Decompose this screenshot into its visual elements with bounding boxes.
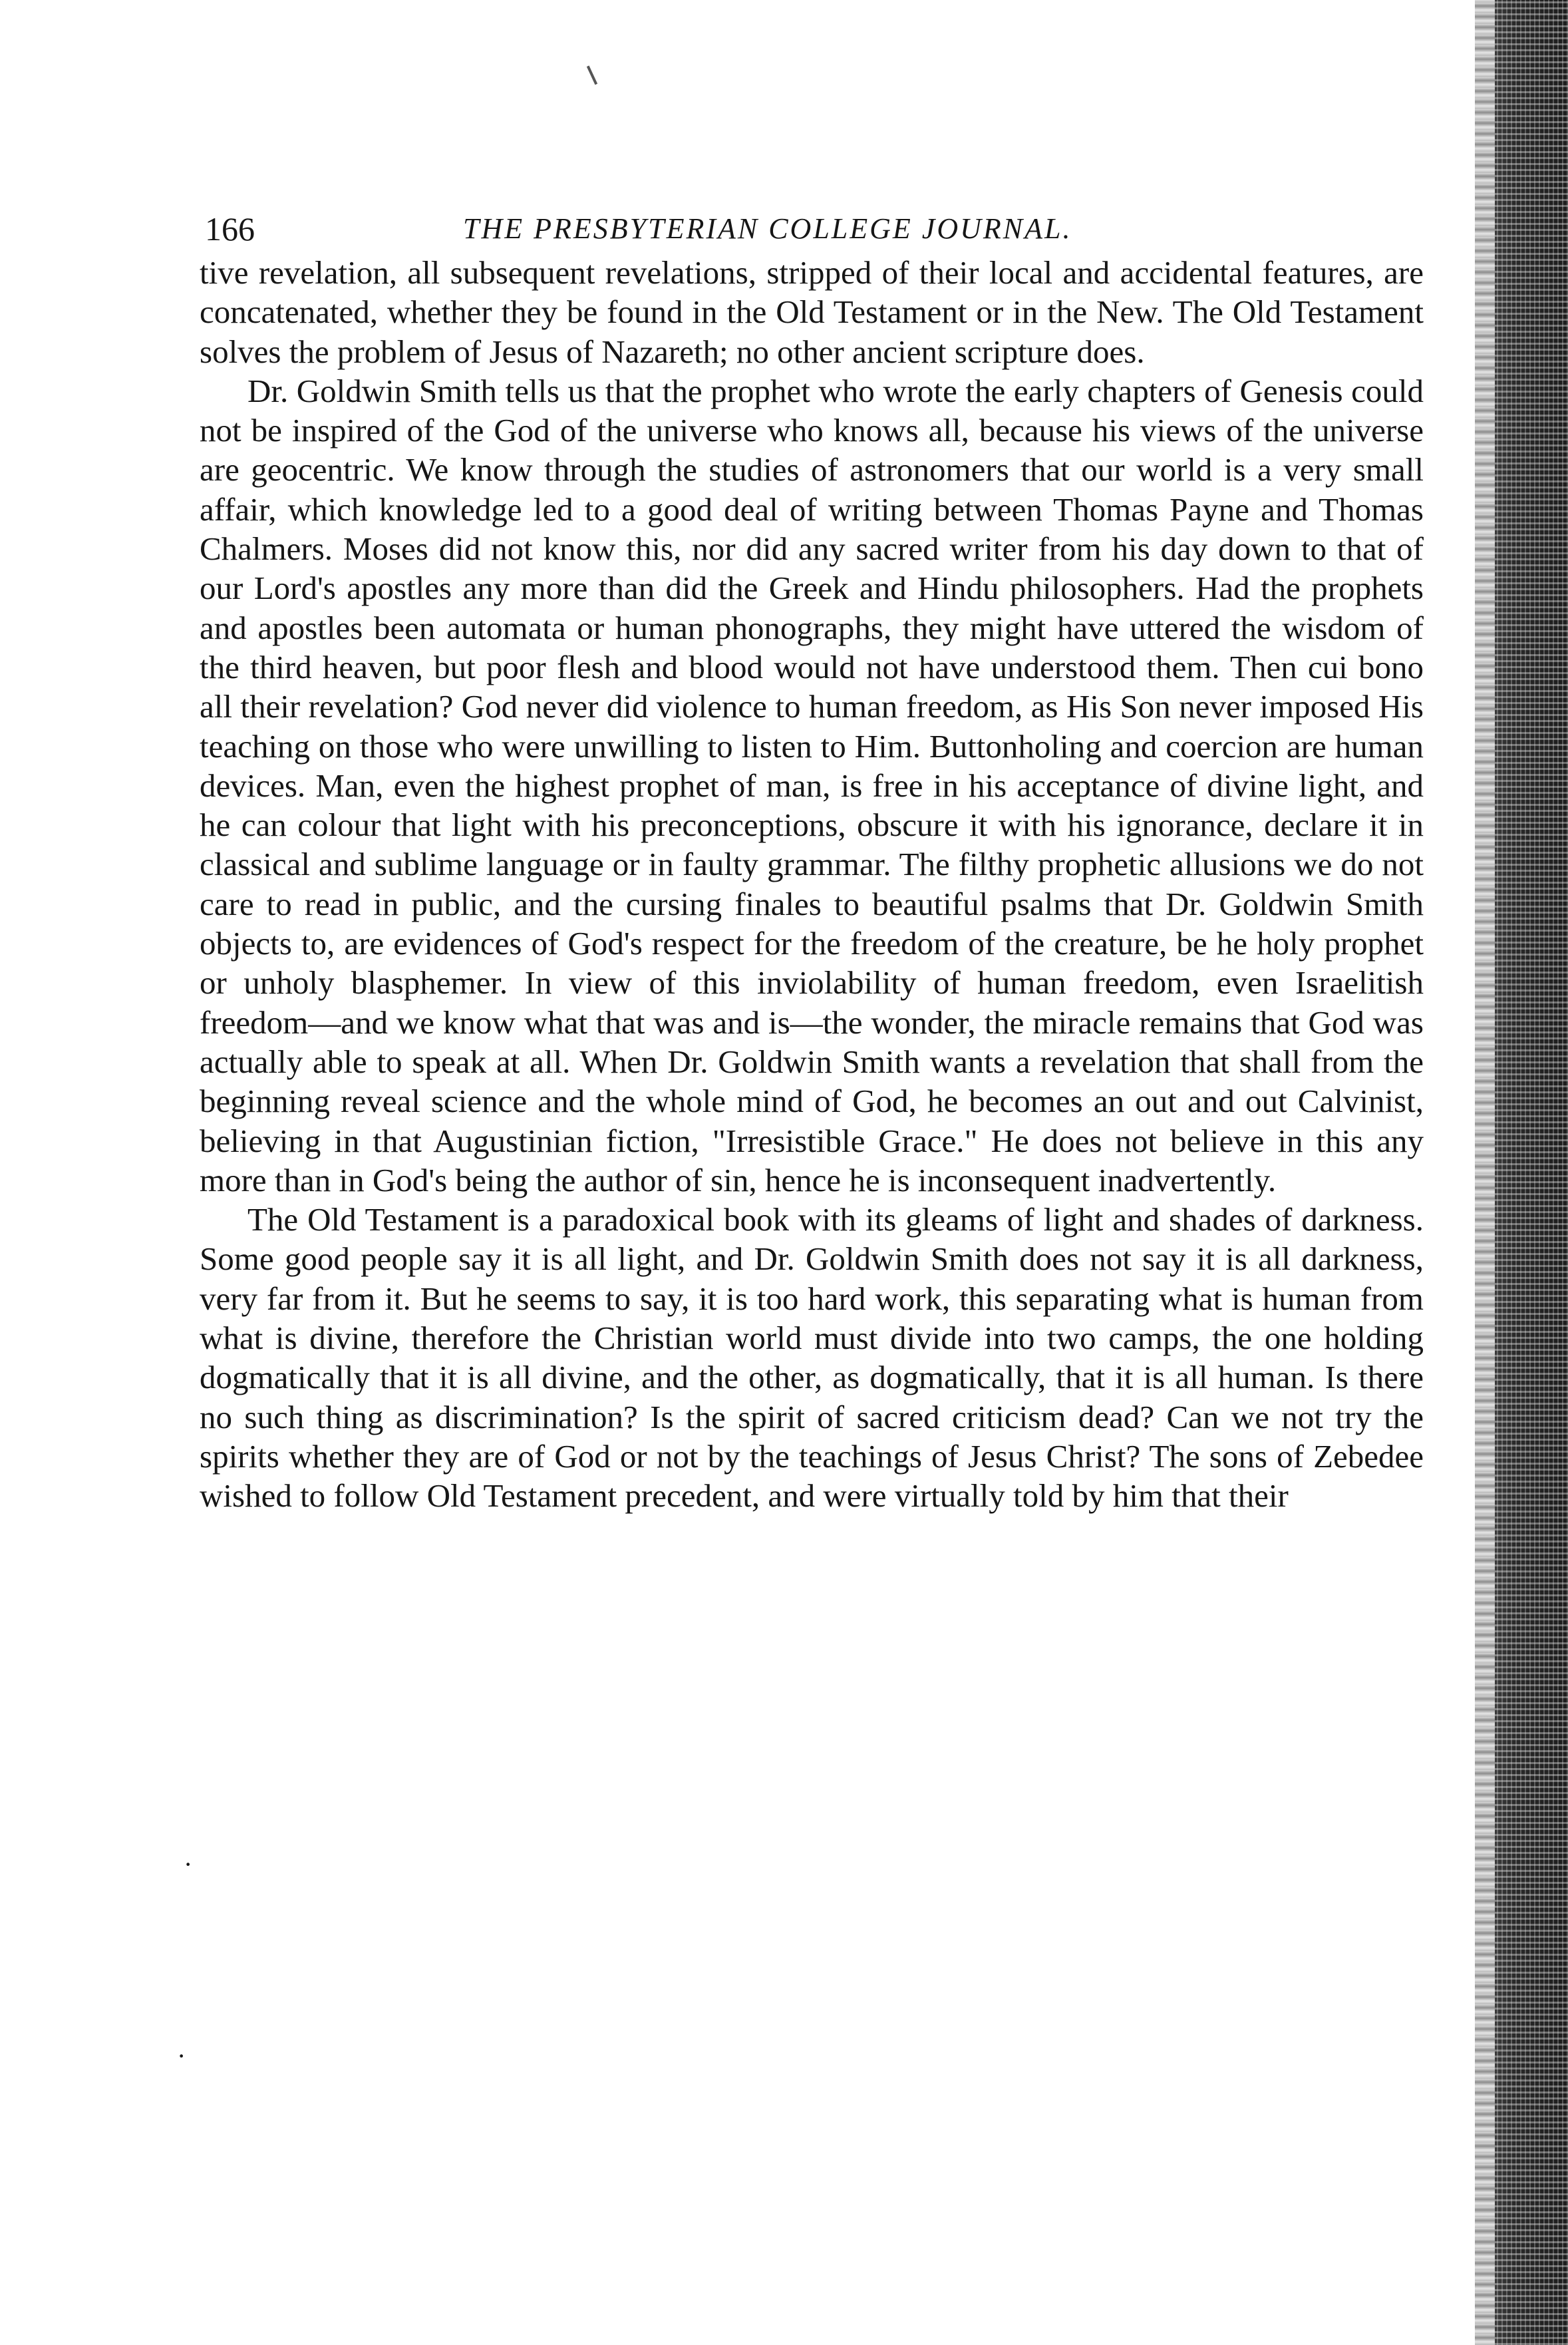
page-number: 166 [205,210,255,248]
running-head: THE PRESBYTERIAN COLLEGE JOURNAL. [463,212,1072,245]
paragraph-2: Dr. Goldwin Smith tells us that the prophet who wrote the early chapters of Genesis could not be inspired of the God of the universe who knows all, because his views of the universe are geocentric. We know through the studies of astronomers that our world is a very small affair, which knowledge led to a good deal of writing between Thomas Payne and Thomas Chalmers. Moses did not know this, nor did any sacred writer from his day down to that of our Lord's apostles any more than did the Greek and Hindu philosophers. Had the prophets and apostles been automata or human phonographs, they might have uttered the wisdom of the third heaven, but poor flesh and blood would not have understood them. Then cui bono all their revelation? God never did violence to human freedom, as His Son never imposed His teaching on those who were unwilling to listen to Him. Buttonholing and coercion are human devices. Man, even the highest prophet of man, is free in his acceptance of divine light, and he can colour that light with his preconceptions, obscure it with his ignorance, declare it in classical and sublime language or in faulty grammar. The filthy prophetic allusions we do not care to read in public, and the cursing finales to beautiful psalms that Dr. Goldwin Smith objects to, are evidences of God's respect for the freedom of the creature, be he holy prophet or unholy blasphemer. In view of this inviolability of human freedom, even Israelitish freedom—and we know what that was and is—the wonder, the miracle remains that God was actually able to speak at all. When Dr. Goldwin Smith wants a revelation that shall from the beginning reveal science and the whole mind of God, he becomes an out and out Calvinist, believing in that Augustinian fiction, "Irresistible Grace." He does not believe in this any more than in God's being the author of sin, hence he is inconsequent inadvertently. [200,372,1424,1198]
body-text [200,253,1424,1516]
page-header [205,208,1436,254]
scan-edge-shadow [1475,0,1495,2345]
margin-mark: · [184,1849,193,1879]
stray-ink-mark [587,66,597,85]
margin-mark: · [177,2041,186,2071]
paragraph-1: tive revelation, all subsequent revelations, stripped of their local and accidental features, are concatenated, whether they be found in the Old Testament or in the New. The Old Testament solves the problem of Jesus of Nazareth; no other ancient scripture does. [200,254,1424,370]
paragraph-3: The Old Testament is a paradoxical book with its gleams of light and shades of darkness. Some good people say it is all light, and Dr. Goldwin Smith does not say it is all darkness, very far from it. But he seems to say, it is too hard work, this separating what is human from what is divine, therefore the Christian world must divide into two camps, the one holding dogmatically that it is all divine, and the other, as dogmatically, that it is all human. Is there no such thing as discrimination? Is the spirit of sacred criticism dead? Can we not try the spirits whether they are of God or not by the teachings of Jesus Christ? The sons of Zebedee wished to follow Old Testament precedent, and were virtually told by him that their [200,1201,1424,1515]
